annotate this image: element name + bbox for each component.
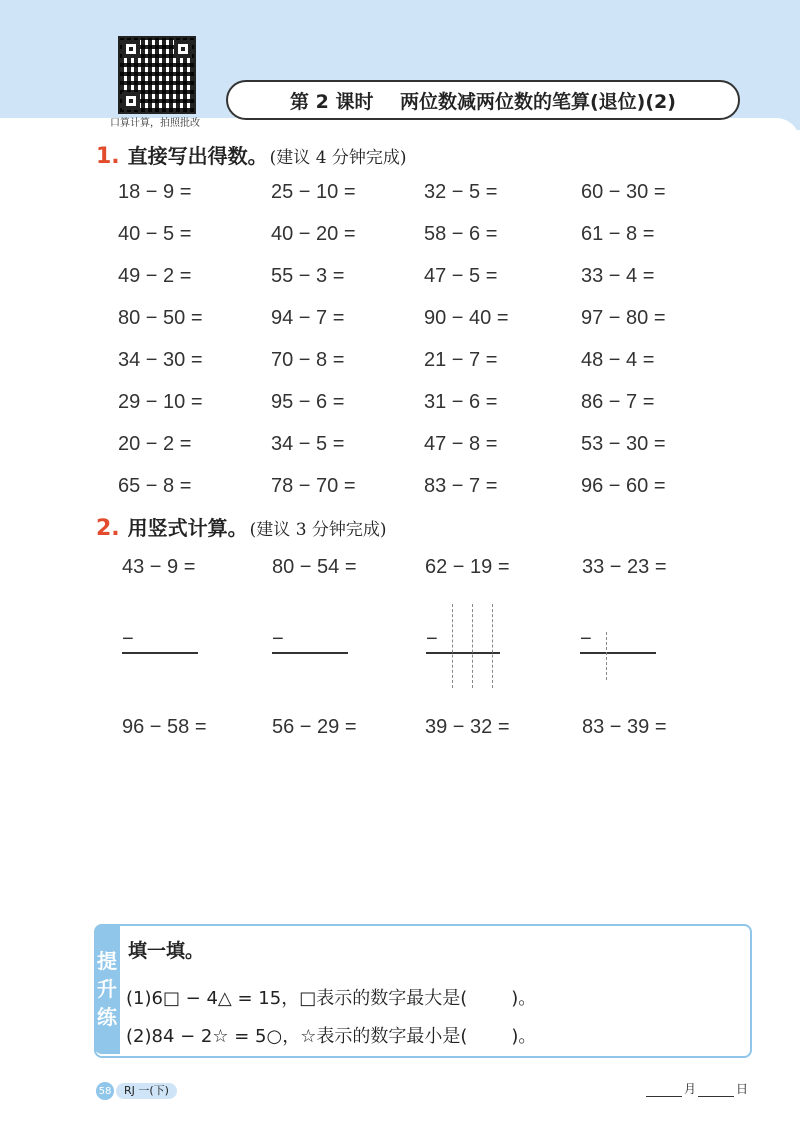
section-2-number: 2.: [96, 516, 120, 541]
problem: 80 − 54 =: [272, 556, 357, 578]
oral-calc-problem: 78 − 70 =: [271, 475, 356, 497]
minus-sign: −: [122, 628, 134, 650]
lesson-title-box: [226, 80, 740, 120]
page-number: 58: [96, 1082, 114, 1100]
problem: 62 − 19 =: [425, 556, 510, 578]
month-blank[interactable]: [646, 1096, 682, 1097]
section-2-heading: [96, 512, 387, 541]
oral-calc-problem: 90 − 40 =: [424, 307, 509, 329]
vertical-calc-row-2: [122, 716, 742, 739]
question-end: )。: [511, 988, 537, 1009]
practice-question-1: [126, 984, 536, 1010]
oral-calc-problem: 55 − 3 =: [271, 265, 345, 287]
calc-line: [580, 652, 656, 654]
day-blank[interactable]: [698, 1096, 734, 1097]
lesson-number: 第 2 课时: [290, 90, 374, 113]
problem: 43 − 9 =: [122, 556, 196, 578]
oral-calc-problem: 97 − 80 =: [581, 307, 666, 329]
guide-dash: [606, 632, 607, 680]
section-1-title: 直接写出得数。: [127, 144, 268, 168]
calc-line: [122, 652, 198, 654]
oral-calc-problem: 33 − 4 =: [581, 265, 655, 287]
minus-sign: −: [426, 628, 438, 650]
practice-tag: [94, 924, 120, 1054]
vertical-calc-row-1: [122, 556, 742, 579]
oral-calc-problem: 83 − 7 =: [424, 475, 498, 497]
oral-calc-problem: 47 − 8 =: [424, 433, 498, 455]
edition-tag: RJ 一(下): [116, 1083, 177, 1099]
lesson-title: 两位数减两位数的笔算(退位)(2): [399, 90, 676, 113]
minus-sign: −: [272, 628, 284, 650]
oral-calc-problem: 70 − 8 =: [271, 349, 345, 371]
oral-calc-problem: 61 − 8 =: [581, 223, 655, 245]
section-1-number: 1.: [96, 144, 120, 169]
section-2-title: 用竖式计算。: [127, 516, 248, 540]
date-area: [644, 1080, 748, 1097]
oral-calc-problem: 95 − 6 =: [271, 391, 345, 413]
section-2-hint: (建议 3 分钟完成): [249, 520, 387, 540]
oral-calc-problem: 25 − 10 =: [271, 181, 356, 203]
practice-tag-char: 练: [97, 1005, 117, 1029]
section-1-heading: [96, 140, 407, 169]
oral-calc-problem: 34 − 5 =: [271, 433, 345, 455]
oral-calc-problem: 29 − 10 =: [118, 391, 203, 413]
month-label: 月: [683, 1082, 696, 1096]
practice-title: 填一填。: [128, 940, 205, 962]
oral-calc-problem: 53 − 30 =: [581, 433, 666, 455]
oral-calc-problem: 40 − 5 =: [118, 223, 192, 245]
section-1-hint: (建议 4 分钟完成): [269, 148, 407, 168]
oral-calc-problem: 34 − 30 =: [118, 349, 203, 371]
calc-line: [272, 652, 348, 654]
oral-calc-problem: 80 − 50 =: [118, 307, 203, 329]
oral-calc-problem: 31 − 6 =: [424, 391, 498, 413]
problem: 33 − 23 =: [582, 556, 667, 578]
oral-calc-problem: 20 − 2 =: [118, 433, 192, 455]
oral-calc-problem: 60 − 30 =: [581, 181, 666, 203]
qr-code-icon[interactable]: [118, 36, 196, 114]
problem: 56 − 29 =: [272, 716, 357, 738]
oral-calc-grid: [118, 176, 738, 512]
oral-calc-problem: 96 − 60 =: [581, 475, 666, 497]
day-label: 日: [735, 1082, 748, 1096]
oral-calc-problem: 32 − 5 =: [424, 181, 498, 203]
guide-dash: [452, 604, 453, 688]
problem: 96 − 58 =: [122, 716, 207, 738]
problem: 83 − 39 =: [582, 716, 667, 738]
qr-caption: 口算计算，拍照批改: [110, 118, 200, 129]
question-text: (1)6□ − 4△ = 15，□表示的数字最大是(: [126, 988, 468, 1009]
practice-tag-char: 升: [97, 977, 117, 1001]
question-text: (2)84 − 2☆ = 5○，☆表示的数字最小是(: [126, 1026, 468, 1047]
guide-dash: [472, 604, 473, 688]
calc-line: [426, 652, 500, 654]
oral-calc-problem: 21 − 7 =: [424, 349, 498, 371]
practice-tag-char: 提: [97, 949, 117, 973]
minus-sign: −: [580, 628, 592, 650]
oral-calc-problem: 40 − 20 =: [271, 223, 356, 245]
question-end: )。: [511, 1026, 537, 1047]
guide-dash: [492, 604, 493, 688]
practice-question-2: [126, 1022, 536, 1048]
footer-badge: [96, 1082, 177, 1100]
problem: 39 − 32 =: [425, 716, 510, 738]
oral-calc-problem: 65 − 8 =: [118, 475, 192, 497]
oral-calc-problem: 94 − 7 =: [271, 307, 345, 329]
oral-calc-problem: 18 − 9 =: [118, 181, 192, 203]
oral-calc-problem: 48 − 4 =: [581, 349, 655, 371]
oral-calc-problem: 47 − 5 =: [424, 265, 498, 287]
oral-calc-problem: 49 − 2 =: [118, 265, 192, 287]
oral-calc-problem: 86 − 7 =: [581, 391, 655, 413]
oral-calc-problem: 58 − 6 =: [424, 223, 498, 245]
